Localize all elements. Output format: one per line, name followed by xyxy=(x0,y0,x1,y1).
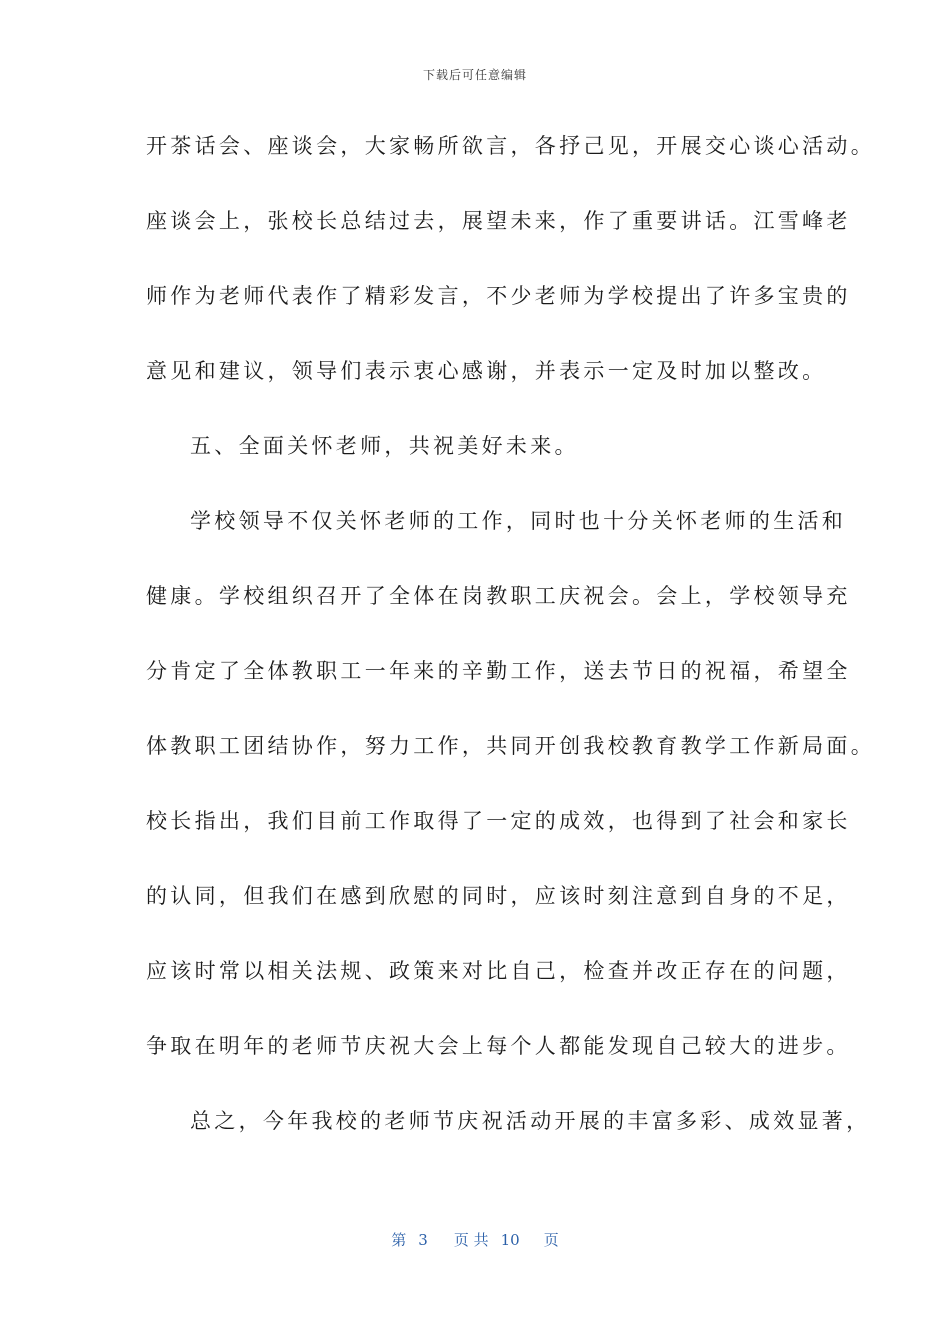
footer-middle: 页 共 xyxy=(453,1231,489,1249)
footer-suffix: 页 xyxy=(543,1231,559,1249)
body-line: 座谈会上，张校长总结过去，展望未来，作了重要讲话。江雪峰老 xyxy=(146,209,851,233)
page-header-note: 下载后可任意编辑 xyxy=(422,68,527,82)
page-footer xyxy=(0,1229,950,1250)
body-line: 体教职工团结协作，努力工作，共同开创我校教育教学工作新局面。 xyxy=(146,734,875,758)
body-line: 健康。学校组织召开了全体在岗教职工庆祝会。会上，学校领导充 xyxy=(146,584,851,608)
body-line: 意见和建议，领导们表示衷心感谢，并表示一定及时加以整改。 xyxy=(146,359,827,383)
body-line: 开茶话会、座谈会，大家畅所欲言，各抒己见，开展交心谈心活动。 xyxy=(146,134,875,158)
total-pages-number: 10 xyxy=(500,1231,520,1249)
body-line: 争取在明年的老师节庆祝大会上每个人都能发现自己较大的进步。 xyxy=(146,1034,851,1058)
document-body xyxy=(146,126,875,1176)
body-line: 校长指出，我们目前工作取得了一定的成效，也得到了社会和家长 xyxy=(146,809,851,833)
body-line: 的认同，但我们在感到欣慰的同时，应该时刻注意到自身的不足， xyxy=(146,884,851,908)
current-page-number: 3 xyxy=(418,1231,428,1249)
section-heading-line: 五、全面关怀老师，共祝美好未来。 xyxy=(190,434,579,458)
paragraph-start-line: 总之，今年我校的老师节庆祝活动开展的丰富多彩、成效显著， xyxy=(190,1109,871,1133)
paragraph-start-line: 学校领导不仅关怀老师的工作，同时也十分关怀老师的生活和 xyxy=(190,509,847,533)
body-line: 师作为老师代表作了精彩发言，不少老师为学校提出了许多宝贵的 xyxy=(146,284,851,308)
body-line: 分肯定了全体教职工一年来的辛勤工作，送去节日的祝福，希望全 xyxy=(146,659,851,683)
footer-prefix: 第 xyxy=(391,1231,407,1249)
body-line: 应该时常以相关法规、政策来对比自己，检查并改正存在的问题， xyxy=(146,959,851,983)
